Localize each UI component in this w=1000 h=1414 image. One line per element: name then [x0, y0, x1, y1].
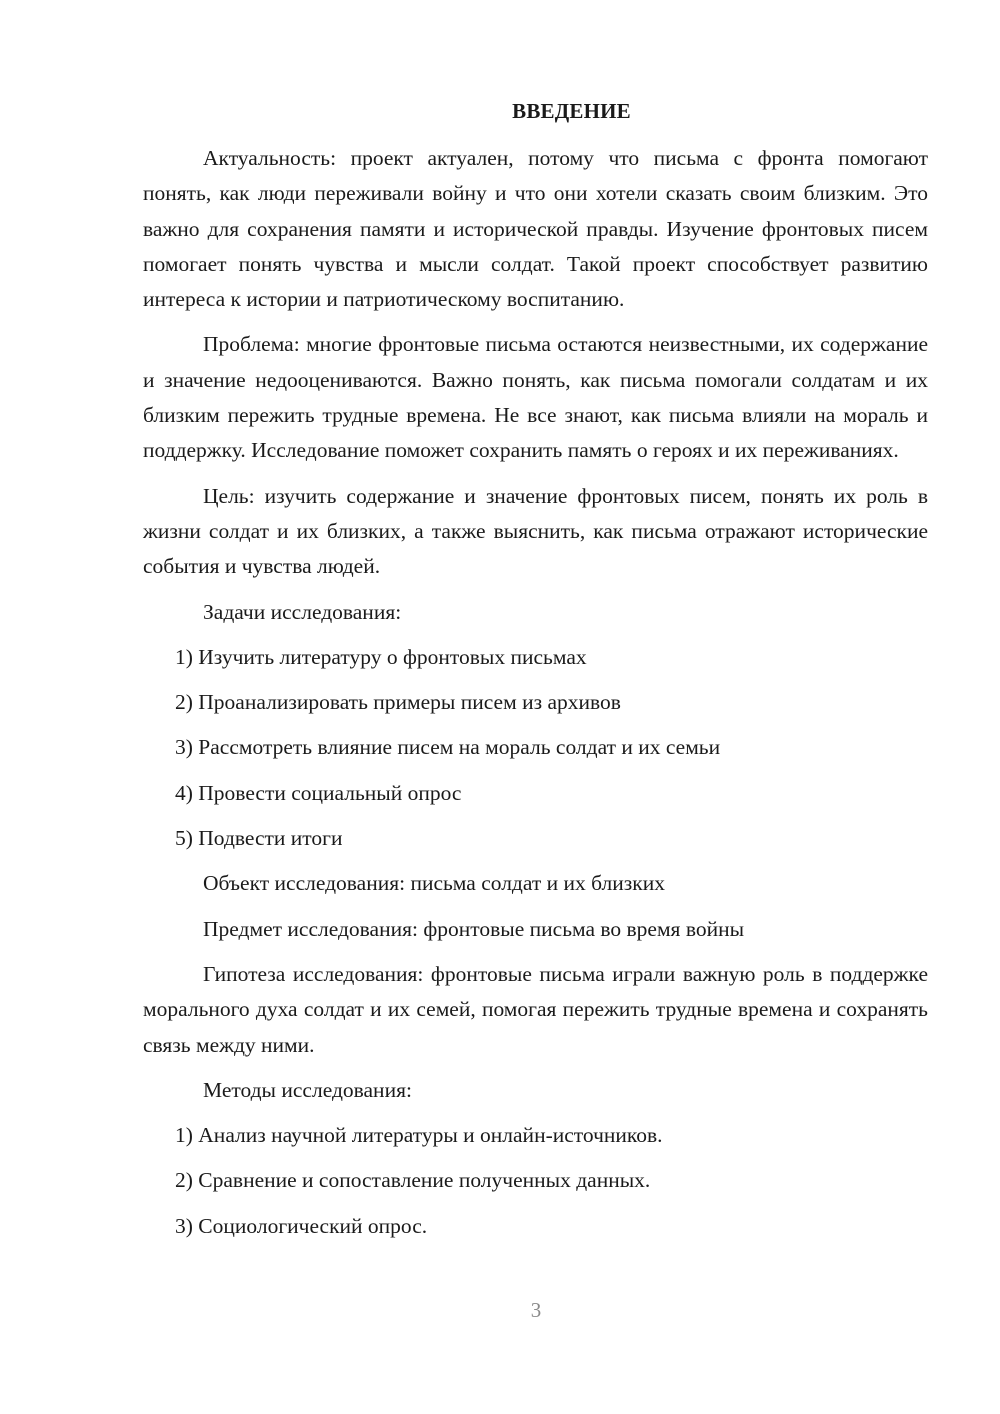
relevance-paragraph: Актуальность: проект актуален, потому что письма с фронта помогают понять, как люди переживали войну и что они хотели сказать своим близким. Это важно для сохранения памяти и исторической правды. Изучение фронтовых писем помогает понять чувства и мысли солдат. Такой проект способствует развитию интереса к истории и патриотическому воспитанию.	[143, 146, 928, 312]
hypothesis-paragraph: Гипотеза исследования: фронтовые письма играли важную роль в поддержке морального духа солдат и их семей, помогая пережить трудные времена и сохранять связь между ними.	[143, 961, 928, 1057]
method-item: 2) Сравнение и сопоставление полученных данных.	[175, 1168, 651, 1193]
methods-list	[143, 1118, 928, 1244]
methods-heading: Методы исследования:	[203, 1077, 412, 1102]
task-item: 3) Рассмотреть влияние писем на мораль солдат и их семьи	[175, 735, 721, 760]
research-subject: Предмет исследования: фронтовые письма во время войны	[203, 916, 745, 941]
method-item: 1) Анализ научной литературы и онлайн-источников.	[175, 1123, 663, 1148]
problem-paragraph: Проблема: многие фронтовые письма остаются неизвестными, их содержание и значение недооцениваются. Важно понять, как письма помогали солдатам и их близким пережить трудные времена. Не все знают, как письма влияли на мораль и поддержку. Исследование поможет сохранить память о героях и их переживаниях.	[143, 332, 928, 463]
tasks-heading: Задачи исследования:	[203, 599, 402, 624]
page-content	[143, 94, 928, 1254]
method-item: 3) Социологический опрос.	[175, 1213, 428, 1238]
section-title: ВВЕДЕНИЕ	[512, 99, 631, 123]
research-object: Объект исследования: письма солдат и их близких	[203, 871, 665, 896]
page-number: 3	[530, 1298, 542, 1322]
task-item: 1) Изучить литературу о фронтовых письмах	[175, 644, 587, 669]
tasks-list	[143, 640, 928, 856]
goal-paragraph: Цель: изучить содержание и значение фронтовых писем, понять их роль в жизни солдат и их близких, а также выяснить, как письма отражают исторические события и чувства людей.	[143, 483, 928, 579]
task-item: 4) Провести социальный опрос	[175, 780, 462, 805]
task-item: 2) Проанализировать примеры писем из архивов	[175, 690, 621, 715]
task-item: 5) Подвести итоги	[175, 826, 343, 851]
